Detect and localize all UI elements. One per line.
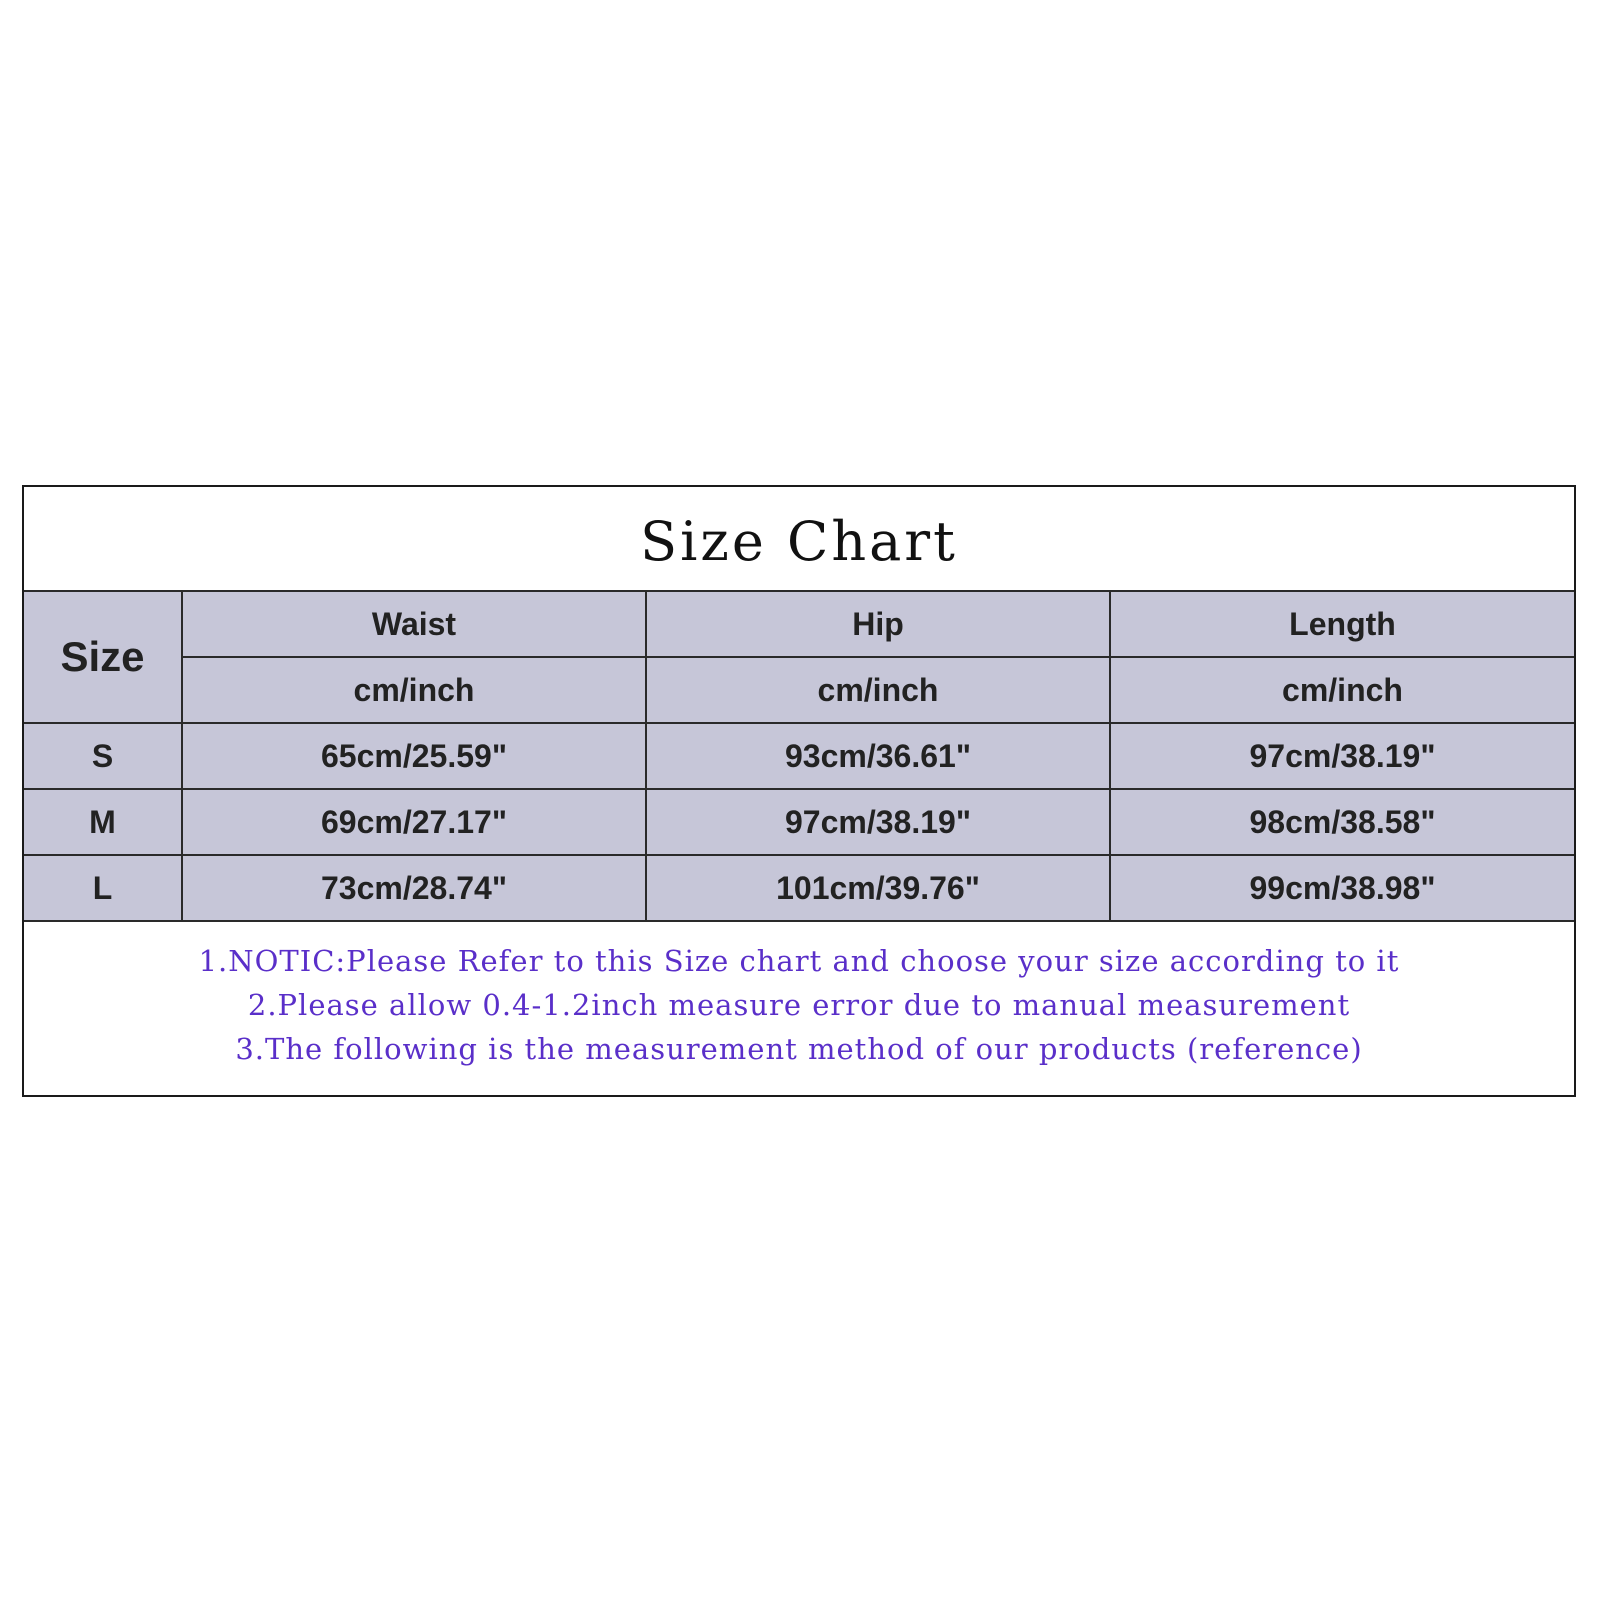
note-line: 3.The following is the measurement method of our products (reference) <box>235 1032 1363 1066</box>
waist-value: 73cm/28.74" <box>182 855 646 921</box>
hip-value: 97cm/38.19" <box>646 789 1110 855</box>
size-chart <box>22 485 1576 1097</box>
chart-title: Size Chart <box>640 510 958 573</box>
unit-row <box>24 657 1574 723</box>
size-table <box>24 590 1574 922</box>
row-size-label: M <box>24 789 182 855</box>
waist-value: 65cm/25.59" <box>182 723 646 789</box>
column-header-hip: Hip <box>646 591 1110 657</box>
length-value: 98cm/38.58" <box>1110 789 1574 855</box>
note-line: 2.Please allow 0.4-1.2inch measure error due to manual measurement <box>247 988 1351 1022</box>
unit-label-hip: cm/inch <box>646 657 1110 723</box>
header-row <box>24 591 1574 657</box>
table-row <box>24 855 1574 921</box>
hip-value: 101cm/39.76" <box>646 855 1110 921</box>
waist-value: 69cm/27.17" <box>182 789 646 855</box>
unit-label-waist: cm/inch <box>182 657 646 723</box>
row-size-label: S <box>24 723 182 789</box>
table-row <box>24 723 1574 789</box>
note-line: 1.NOTIC:Please Refer to this Size chart and choose your size according to it <box>198 944 1400 978</box>
notes-section <box>24 931 1574 1095</box>
column-header-waist: Waist <box>182 591 646 657</box>
length-value: 97cm/38.19" <box>1110 723 1574 789</box>
column-header-length: Length <box>1110 591 1574 657</box>
hip-value: 93cm/36.61" <box>646 723 1110 789</box>
length-value: 99cm/38.98" <box>1110 855 1574 921</box>
unit-label-length: cm/inch <box>1110 657 1574 723</box>
size-column-header: Size <box>24 591 182 723</box>
row-size-label: L <box>24 855 182 921</box>
table-row <box>24 789 1574 855</box>
